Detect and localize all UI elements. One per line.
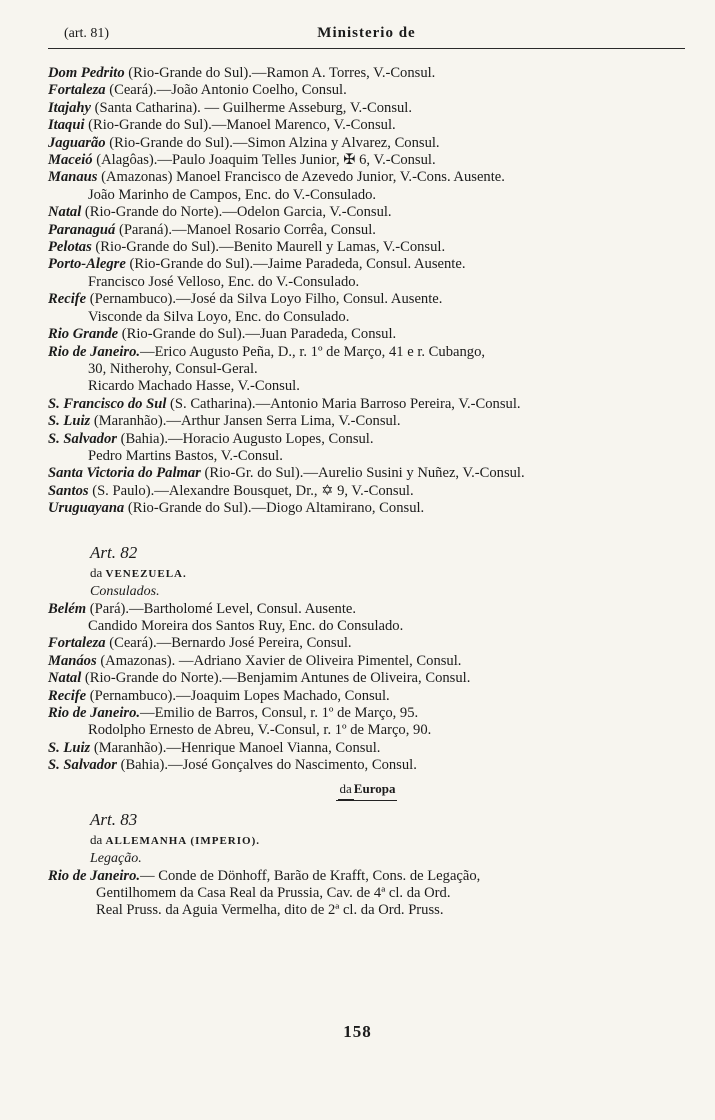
city-name: Fortaleza [48,82,106,99]
city-name: Porto-Alegre [48,256,126,273]
entry-text: —Emilio de Barros, Consul, r. 1º de Março, 95. [140,705,419,721]
article-reference: (art. 81) [64,26,110,41]
entry-text: (Alagôas).—Paulo Joaquim Telles Junior, ✠ 6, V.-Consul. [92,152,436,169]
list-item [48,100,685,117]
entry-text: Rodolpho Ernesto de Abreu, V.-Consul, r. 1º de Março, 90. [88,722,432,739]
list-item [48,135,685,152]
entry-text: (Rio-Grande do Sul).—Ramon A. Torres, V.-Consul. [124,65,436,81]
city-name: Recife [48,687,87,704]
city-name: S. Luiz [48,739,91,756]
list-item [48,361,685,378]
legation-list-section [48,868,685,920]
entry-text: Ricardo Machado Hasse, V.-Consul. [88,378,300,395]
entry-text: (Amazonas) Manoel Francisco de Azevedo Junior, V.-Cons. Ausente. [97,169,505,186]
city-name: Rio Grande [48,326,119,343]
entry-text: (Ceará).—Bernardo José Pereira, Consul. [105,635,352,652]
city-name: S. Francisco do Sul [48,395,167,412]
list-item [48,65,685,82]
entry-text: (Rio-Grande do Sul).—Juan Paradeda, Consul. [118,326,397,343]
list-item [48,326,685,343]
entry-text: —Erico Augusto Peña, D., r. 1º de Março, 41 e r. Cubango, [140,343,486,360]
list-item [48,653,685,670]
page-number: 158 [343,1022,372,1041]
list-item [48,239,685,256]
list-item [48,82,685,99]
list-item [48,670,685,687]
article-82-subheading: Consulados. [90,583,160,599]
entry-text: (Bahia).—José Gonçalves do Nascimento, Consul. [116,757,417,774]
entry-text: Candido Moreira dos Santos Ruy, Enc. do Consulado. [88,617,404,634]
entry-text: (Rio-Grande do Sul).—Jaime Paradeda, Consul. Ausente. [125,256,466,273]
entry-text: Pedro Martins Bastos, V.-Consul. [88,447,283,464]
city-name: Jaguarão [48,134,106,151]
entry-text: (Rio-Grande do Norte).—Odelon Garcia, V.-Consul. [81,204,392,221]
city-name: S. Salvador [48,430,117,447]
entry-text: (Santa Catharina). — Guilherme Asseburg, V.-Consul. [90,99,413,116]
list-item [48,204,685,221]
entry-text: (Rio-Grande do Sul).—Manoel Marenco, V.-Consul. [84,117,396,134]
list-item [48,500,685,517]
list-item [48,705,685,722]
list-item [48,601,685,618]
running-header [48,22,685,49]
list-item [48,635,685,652]
entry-text: (Rio-Grande do Sul).—Simon Alzina y Alvarez, Consul. [105,134,440,151]
entry-text: — Conde de Dönhoff, Barão de Krafft, Cons. de Legação, [140,867,481,884]
entry-text: (Amazonas). —Adriano Xavier de Oliveira Pimentel, Consul. [96,652,462,669]
list-item [48,396,685,413]
consulates-list-section-2 [48,601,685,775]
page-title: Ministerio de [317,25,416,41]
entry-text: (S. Paulo).—Alexandre Bousquet, Dr., ✡ 9, V.-Consul. [88,482,414,499]
city-name: Maceió [48,152,93,169]
entry-text: (Ceará).—João Antonio Coelho, Consul. [105,82,347,99]
entry-text: (Rio-Grande do Sul).—Diogo Altamirano, Consul. [124,500,425,517]
entry-text: 30, Nitherohy, Consul-Geral. [88,360,258,377]
city-name: Natal [48,670,82,687]
city-name: Rio de Janeiro. [48,343,141,360]
list-item [48,274,685,291]
city-name: Manaus [48,169,98,186]
list-item [48,431,685,448]
entry-text: Visconde da Silva Loyo, Enc. do Consulado. [88,308,350,325]
region-heading: daEuropa [48,779,685,801]
entry-text: (Pernambuco).—José da Silva Loyo Filho, Consul. Ausente. [86,291,443,308]
city-name: Paranaguá [48,221,116,238]
list-item [48,187,685,204]
article-83-subheading: Legação. [90,850,142,866]
city-name: Rio de Janeiro. [48,705,141,721]
article-82-heading: Art. 82 [90,542,138,562]
entry-text: (Pernambuco).—Joaquim Lopes Machado, Consul. [86,687,390,704]
entry-text: (Rio-Grande do Norte).—Benjamim Antunes de Oliveira, Consul. [81,670,471,687]
entry-text: João Marinho de Campos, Enc. do V.-Consulado. [88,186,377,203]
list-item [48,222,685,239]
list-item [48,618,685,635]
list-item [48,309,685,326]
entry-text: (Pará).—Bartholomé Level, Consul. Ausente. [86,600,357,617]
entry-text: Gentilhomem da Casa Real da Prussia, Cav. de 4ª cl. da Ord. [96,885,451,902]
article-83-heading: Art. 83 [90,809,138,829]
entry-text: (Maranhão).—Arthur Jansen Serra Lima, V.-Consul. [90,413,401,430]
article-83-country: da ALLEMANHA (IMPERIO). [90,831,260,847]
list-item [48,483,685,500]
list-item [48,757,685,774]
entry-text: (Maranhão).—Henrique Manoel Vianna, Consul. [90,739,381,756]
list-item [48,378,685,395]
city-name: Pelotas [48,239,92,256]
consulates-list-section-1 [48,65,685,518]
city-name: S. Luiz [48,413,91,430]
city-name: Recife [48,291,87,308]
list-item [48,902,685,919]
city-name: S. Salvador [48,757,117,774]
entry-text: (Bahia).—Horacio Augusto Lopes, Consul. [116,430,374,447]
article-82-country: da VENEZUELA. [90,564,187,580]
city-name: Santos [48,482,89,499]
city-name: Itajahy [48,99,91,116]
list-item [48,448,685,465]
entry-text: (Rio-Gr. do Sul).—Aurelio Susini y Nuñez, V.-Consul. [200,465,525,482]
entry-text: (Rio-Grande do Sul).—Benito Maurell y Lamas, V.-Consul. [91,239,446,256]
city-name: Itaqui [48,117,85,134]
list-item [48,169,685,186]
list-item [48,740,685,757]
list-item [48,344,685,361]
city-name: Fortaleza [48,635,106,652]
entry-text: Francisco José Velloso, Enc. do V.-Consulado. [88,273,360,290]
list-item [48,291,685,308]
list-item [48,688,685,705]
list-item [48,868,685,885]
city-name: Manáos [48,652,97,669]
city-name: Rio de Janeiro. [48,867,141,884]
list-item [48,885,685,902]
city-name: Natal [48,204,82,221]
city-name: Belém [48,600,87,617]
city-name: Dom Pedrito [48,65,125,81]
list-item [48,413,685,430]
list-item [48,722,685,739]
city-name: Uruguayana [48,500,125,517]
list-item [48,256,685,273]
list-item [48,465,685,482]
city-name: Santa Victoria do Palmar [48,465,201,482]
entry-text: (Paraná).—Manoel Rosario Corrêa, Consul. [115,221,376,238]
list-item [48,152,685,169]
list-item [48,117,685,134]
entry-text: Real Pruss. da Aguia Vermelha, dito de 2ª cl. da Ord. Pruss. [96,902,444,919]
entry-text: (S. Catharina).—Antonio Maria Barroso Pereira, V.-Consul. [166,395,521,412]
